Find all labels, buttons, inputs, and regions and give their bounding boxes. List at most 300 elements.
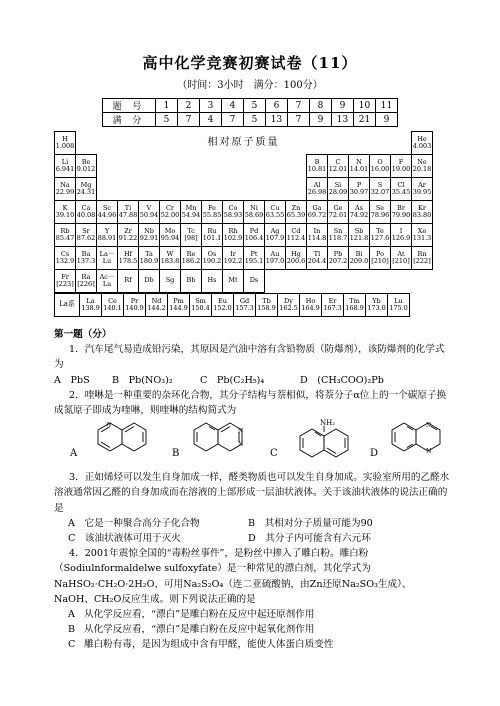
option-c[interactable]: C (270, 448, 278, 460)
element-cell (160, 270, 181, 293)
element-symbol: Pt (250, 249, 258, 258)
element-mass: 106.4 (244, 234, 264, 242)
element-symbol: Hg (291, 249, 301, 258)
question-3-stem: 3．正如烯烃可以发生自身加成一样，醛类物质也可以发生自身加成。实验室所用的乙醛水溶液通常因乙醛的自身加成而在溶液的上部形成一层油状液体。关于该油状液体的说法正确的是 (54, 472, 450, 514)
element-mass: 78.96 (370, 211, 390, 219)
option-d[interactable]: D (CH₃COO)₂Pb (300, 374, 384, 386)
element-cell (328, 247, 349, 270)
question-3-options-row2 (54, 531, 450, 546)
element-cell (76, 247, 97, 270)
element-mass: 52.00 (160, 211, 180, 219)
option-a[interactable]: A PbS (54, 374, 90, 386)
amino-label: NH₂ (320, 419, 336, 428)
element-mass: 91.22 (118, 234, 138, 242)
element-symbol: Ti (124, 203, 132, 212)
option-d[interactable]: D (370, 448, 379, 460)
element-symbol: Zn (291, 203, 301, 212)
element-cell (328, 224, 349, 247)
element-mass: [210] (371, 257, 389, 265)
element-cell (76, 270, 97, 293)
score-cell: 21 (354, 113, 376, 127)
element-symbol: Ho (305, 296, 316, 305)
element-cell (412, 178, 433, 201)
element-cell (328, 178, 349, 201)
element-cell (328, 155, 349, 178)
question-1-options (54, 373, 450, 388)
element-mass: 30.97 (349, 188, 369, 196)
element-mass: 87.62 (76, 234, 96, 242)
element-cell (412, 247, 433, 270)
element-cell (286, 224, 307, 247)
score-cell: 6 (266, 99, 288, 113)
element-cell (223, 201, 244, 224)
element-mass: [98] (184, 234, 198, 242)
element-mass: 167.3 (323, 304, 342, 312)
element-mass: 72.61 (328, 211, 348, 219)
element-symbol: Li (61, 157, 69, 166)
element-cell (366, 294, 388, 317)
element-mass: 178.5 (118, 257, 138, 265)
element-mass: 102.9 (223, 234, 243, 242)
element-cell (344, 294, 366, 317)
element-symbol: Ni (250, 203, 258, 212)
element-cell (412, 201, 433, 224)
element-symbol: Be (81, 157, 91, 166)
element-cell (391, 178, 412, 201)
element-mass: 107.9 (265, 234, 285, 242)
element-symbol: H (62, 134, 68, 143)
element-cell (181, 247, 202, 270)
element-symbol: Bh (186, 276, 196, 285)
element-cell (139, 270, 160, 293)
element-symbol: I (399, 226, 403, 235)
element-symbol: Ba (81, 249, 91, 258)
element-symbol: Fe (207, 203, 216, 212)
element-symbol: Re (186, 249, 196, 258)
element-symbol: Mn (185, 203, 197, 212)
element-mass: 162.5 (279, 304, 298, 312)
svg-text:N: N (106, 422, 112, 429)
element-cell (265, 224, 286, 247)
element-cell (80, 294, 102, 317)
element-mass: 69.72 (307, 211, 327, 219)
element-cell (307, 155, 328, 178)
element-mass: 150.4 (191, 304, 210, 312)
table-gap (97, 155, 307, 178)
element-symbol: Rh (228, 226, 238, 235)
element-symbol: He (417, 134, 427, 143)
element-mass: 44.96 (97, 211, 117, 219)
element-mass: 58.69 (244, 211, 264, 219)
element-cell (118, 247, 139, 270)
element-symbol: Ca (81, 203, 91, 212)
element-cell (55, 270, 76, 293)
element-cell (244, 247, 265, 270)
element-symbol: K (62, 203, 68, 212)
element-mass: 137.3 (76, 257, 96, 265)
element-mass: 9.012 (76, 165, 96, 173)
score-cell: 10 (354, 99, 376, 113)
element-symbol: Si (334, 180, 342, 189)
element-cell (370, 155, 391, 178)
element-mass: 173.0 (367, 304, 386, 312)
element-mass: 138.9 (81, 304, 100, 312)
element-mass: 101.1 (202, 234, 222, 242)
element-symbol: W (166, 249, 174, 258)
score-cell: 7 (222, 113, 244, 127)
element-symbol: Fr (61, 272, 69, 281)
element-mass: 144.2 (147, 304, 166, 312)
element-mass: 140.1 (103, 304, 122, 312)
element-cell (286, 247, 307, 270)
element-cell (139, 247, 160, 270)
svg-text:N: N (426, 448, 432, 456)
element-cell (223, 270, 244, 293)
element-cell (370, 178, 391, 201)
element-symbol: In (313, 226, 321, 235)
element-mass: 192.2 (223, 257, 243, 265)
element-cell (76, 201, 97, 224)
element-symbol: As (354, 203, 364, 212)
score-cell: 5 (244, 113, 266, 127)
element-mass: 132.9 (55, 257, 75, 265)
element-mass: 58.93 (223, 211, 243, 219)
element-cell (202, 224, 223, 247)
element-mass: 95.94 (160, 234, 180, 242)
element-symbol: Ar (418, 180, 426, 189)
element-symbol: B (314, 157, 320, 166)
element-mass: 190.2 (202, 257, 222, 265)
element-symbol: Mt (228, 276, 238, 285)
element-mass: 144.9 (169, 304, 188, 312)
question-2-stem: 2．喹啉是一种重要的杂环化合物，其分子结构与萘相似，将萘分子α位上的一个碳原子换成氮原子即成为喹啉，则喹啉的结构简式为 (54, 389, 447, 417)
option-text: 从化学反应看，“漂白”是雕白粉在反应中起氧化剂作用 (84, 624, 315, 636)
element-symbol: Tl (313, 249, 321, 258)
element-mass: 55.85 (202, 211, 222, 219)
score-cell: 7 (288, 99, 310, 113)
element-mass: 118.7 (328, 234, 348, 242)
quinoline-structure-b (186, 422, 250, 468)
periodic-row (55, 178, 433, 201)
element-mass: 22.99 (55, 188, 75, 196)
element-cell (124, 294, 146, 317)
element-cell (300, 294, 322, 317)
element-symbol: Ta (145, 249, 153, 258)
element-mass: 28.09 (328, 188, 348, 196)
element-cell (202, 270, 223, 293)
score-cell: 3 (200, 99, 222, 113)
element-symbol: Mg (80, 180, 92, 189)
element-mass: 40.08 (76, 211, 96, 219)
element-mass: 63.55 (265, 211, 285, 219)
element-cell (181, 201, 202, 224)
element-symbol: Na (60, 180, 70, 189)
option-b[interactable]: B 其相对分子质量可能为90 (248, 517, 373, 529)
element-symbol: Zr (124, 226, 132, 235)
element-mass: 85.47 (55, 234, 75, 242)
element-symbol: Cl (397, 180, 405, 189)
element-cell (244, 201, 265, 224)
element-symbol: La (86, 296, 95, 305)
element-cell (307, 247, 328, 270)
score-cell: 4 (222, 99, 244, 113)
option-a[interactable]: A 它是一种聚合高分子化合物 (68, 517, 200, 529)
score-cell: 7 (178, 113, 200, 127)
element-symbol: Rb (60, 226, 70, 235)
element-mass: 92.91 (139, 234, 159, 242)
option-b[interactable]: B (172, 448, 180, 460)
element-symbol: Bi (355, 249, 363, 258)
element-cell (168, 294, 190, 317)
element-cell (212, 294, 234, 317)
quinoline-structure-a (84, 422, 148, 468)
element-mass: 54.94 (181, 211, 201, 219)
element-cell (118, 224, 139, 247)
element-mass: 35.45 (391, 188, 411, 196)
element-mass: 186.2 (181, 257, 201, 265)
element-symbol: Se (375, 203, 385, 212)
element-symbol: Y (104, 226, 110, 235)
element-mass: 168.9 (345, 304, 364, 312)
question-3-options-row1 (54, 516, 450, 531)
element-mass: 19.00 (391, 165, 411, 173)
element-mass: 1.008 (55, 142, 75, 150)
element-symbol: Sr (82, 226, 90, 235)
element-cell (265, 201, 286, 224)
element-cell (55, 178, 76, 201)
element-cell (76, 178, 97, 201)
element-cell (370, 201, 391, 224)
element-symbol: Co (228, 203, 238, 212)
element-symbol: Sc (102, 203, 112, 212)
element-symbol: Pr (130, 296, 139, 305)
periodic-row (55, 247, 433, 270)
element-mass: 47.88 (118, 211, 138, 219)
periodic-table (54, 131, 433, 293)
option-text: 雕白粉有毒，是因为组成中含有甲醛，能使人体蛋白质变性 (84, 639, 334, 651)
option-b[interactable]: B Pb(NO₃)₂ (112, 374, 173, 386)
element-mass: La (102, 280, 112, 288)
element-mass: 114.8 (307, 234, 327, 242)
element-symbol: Rf (124, 276, 132, 285)
element-symbol: Tm (349, 296, 360, 305)
element-cell (307, 224, 328, 247)
element-cell (234, 294, 256, 317)
element-symbol: Eu (218, 296, 227, 305)
question-4-option-c[interactable] (54, 637, 450, 652)
element-symbol: Nb (144, 226, 154, 235)
element-mass: 140.9 (125, 304, 144, 312)
element-symbol: Db (144, 276, 154, 285)
element-cell (349, 155, 370, 178)
option-d[interactable]: D 其分子内可能含有六元环 (248, 533, 371, 545)
element-cell (349, 247, 370, 270)
option-c[interactable]: C 该油状液体可用于灭火 (68, 533, 181, 545)
element-mass: 26.98 (307, 188, 327, 196)
score-cell: 5 (156, 113, 178, 127)
element-cell (160, 201, 181, 224)
option-letter: B (68, 624, 76, 636)
option-letter: C (68, 639, 76, 651)
score-cell: 9 (310, 113, 332, 127)
element-symbol: Er (328, 296, 337, 305)
element-symbol: Al (313, 180, 321, 189)
svg-text:N: N (238, 441, 244, 449)
element-cell (160, 224, 181, 247)
element-cell (265, 247, 286, 270)
element-mass: 39.10 (55, 211, 75, 219)
question-section (54, 327, 450, 653)
element-cell (244, 224, 265, 247)
element-symbol: S (377, 180, 383, 189)
element-mass: 24.31 (76, 188, 96, 196)
lanthanide-table (54, 293, 410, 317)
option-c[interactable]: C Pb(C₂H₅)₄ (200, 374, 265, 386)
element-symbol: Yb (372, 296, 381, 305)
element-symbol: Sg (165, 276, 175, 285)
element-mass: 157.3 (235, 304, 254, 312)
element-symbol: Xe (417, 226, 427, 235)
element-symbol: Kr (418, 203, 426, 212)
element-mass: 50.94 (139, 211, 159, 219)
element-symbol: O (377, 157, 383, 166)
page-subtitle: （时间：3小时 满分：100分） (177, 80, 323, 91)
element-cell (55, 132, 76, 155)
score-cell: 9 (332, 99, 354, 113)
element-mass: 20.18 (412, 165, 432, 173)
element-cell (160, 247, 181, 270)
element-symbol: Pd (249, 226, 259, 235)
score-cell: 13 (266, 113, 288, 127)
element-mass: [223] (56, 280, 74, 288)
element-mass: 195.1 (244, 257, 264, 265)
element-mass: 121.8 (349, 234, 369, 242)
element-mass: Lu (102, 257, 112, 265)
element-mass: 183.8 (160, 257, 180, 265)
element-mass: 6.941 (55, 165, 75, 173)
naphthylamine-structure-c (286, 422, 350, 468)
element-cell (181, 270, 202, 293)
element-mass: 112.4 (286, 234, 306, 242)
element-cell (391, 201, 412, 224)
element-cell (118, 270, 139, 293)
element-symbol: Ac－ (99, 272, 115, 281)
element-symbol: Ds (249, 276, 259, 285)
element-mass: 39.95 (412, 188, 432, 196)
element-mass: 12.01 (328, 165, 348, 173)
table-band-label: 相对原子质量 (207, 137, 280, 148)
element-cell (55, 247, 76, 270)
element-cell (146, 294, 168, 317)
element-cell (412, 155, 433, 178)
element-cell (278, 294, 300, 317)
score-cell: 9 (376, 113, 398, 127)
element-symbol: Hf (123, 249, 133, 258)
question-4-option-b[interactable] (54, 622, 450, 637)
element-mass: 164.9 (301, 304, 320, 312)
element-mass: 16.00 (370, 165, 390, 173)
element-symbol: Ra (81, 272, 91, 281)
element-cell (412, 132, 433, 155)
element-cell (223, 224, 244, 247)
element-cell (391, 224, 412, 247)
element-mass: 204.4 (307, 257, 327, 265)
element-symbol: Sb (354, 226, 364, 235)
option-letter: A (68, 609, 75, 621)
option-a[interactable]: A (70, 448, 78, 460)
question-2-structures (54, 418, 450, 470)
page-title: 高中化学竞赛初赛试卷（11） (142, 54, 358, 72)
element-cell (202, 201, 223, 224)
lanthanide-label: La系 (55, 294, 80, 317)
element-symbol: Te (376, 226, 384, 235)
element-cell (391, 247, 412, 270)
element-cell (388, 294, 410, 317)
element-mass: [222] (413, 257, 431, 265)
element-cell (223, 247, 244, 270)
element-cell (328, 201, 349, 224)
score-cell: 13 (332, 113, 354, 127)
score-row-numbers (103, 99, 398, 113)
score-cell: 2 (178, 99, 200, 113)
element-cell (97, 224, 118, 247)
element-symbol: Dy (284, 296, 293, 305)
element-cell (349, 224, 370, 247)
element-mass: 207.2 (328, 257, 348, 265)
element-cell (97, 201, 118, 224)
element-symbol: Cr (165, 203, 175, 212)
element-symbol: Ru (207, 226, 217, 235)
element-cell (244, 270, 265, 293)
element-mass: 10.81 (307, 165, 327, 173)
element-cell (55, 155, 76, 178)
element-symbol: P (356, 180, 362, 189)
section-heading: 第一题（分） (54, 329, 112, 340)
element-symbol: Gd (239, 296, 250, 305)
periodic-row (55, 201, 433, 224)
element-symbol: Ge (333, 203, 343, 212)
element-cell (307, 201, 328, 224)
svg-text:N: N (238, 428, 244, 436)
periodic-row (55, 270, 433, 293)
element-cell (349, 201, 370, 224)
element-cell (370, 224, 391, 247)
score-cell: 5 (244, 99, 266, 113)
element-symbol: Sn (333, 226, 343, 235)
element-mass: 88.91 (97, 234, 117, 242)
element-cell (55, 224, 76, 247)
element-cell (391, 155, 412, 178)
element-symbol: Rn (417, 249, 427, 258)
element-mass: [226] (77, 280, 95, 288)
element-cell (286, 201, 307, 224)
element-symbol: Ir (230, 249, 236, 258)
element-cell (97, 270, 118, 293)
element-cell (139, 201, 160, 224)
question-4-option-a[interactable] (54, 607, 450, 622)
score-row-label: 满 分 (103, 113, 156, 127)
element-symbol: Ga (312, 203, 322, 212)
element-cell (139, 224, 160, 247)
element-symbol: Cu (270, 203, 280, 212)
element-symbol: F (398, 157, 404, 166)
element-mass: 83.80 (412, 211, 432, 219)
element-symbol: Ag (270, 226, 280, 235)
element-symbol: N (356, 157, 362, 166)
element-cell (76, 224, 97, 247)
element-mass: 14.01 (349, 165, 369, 173)
element-symbol: Br (397, 203, 405, 212)
